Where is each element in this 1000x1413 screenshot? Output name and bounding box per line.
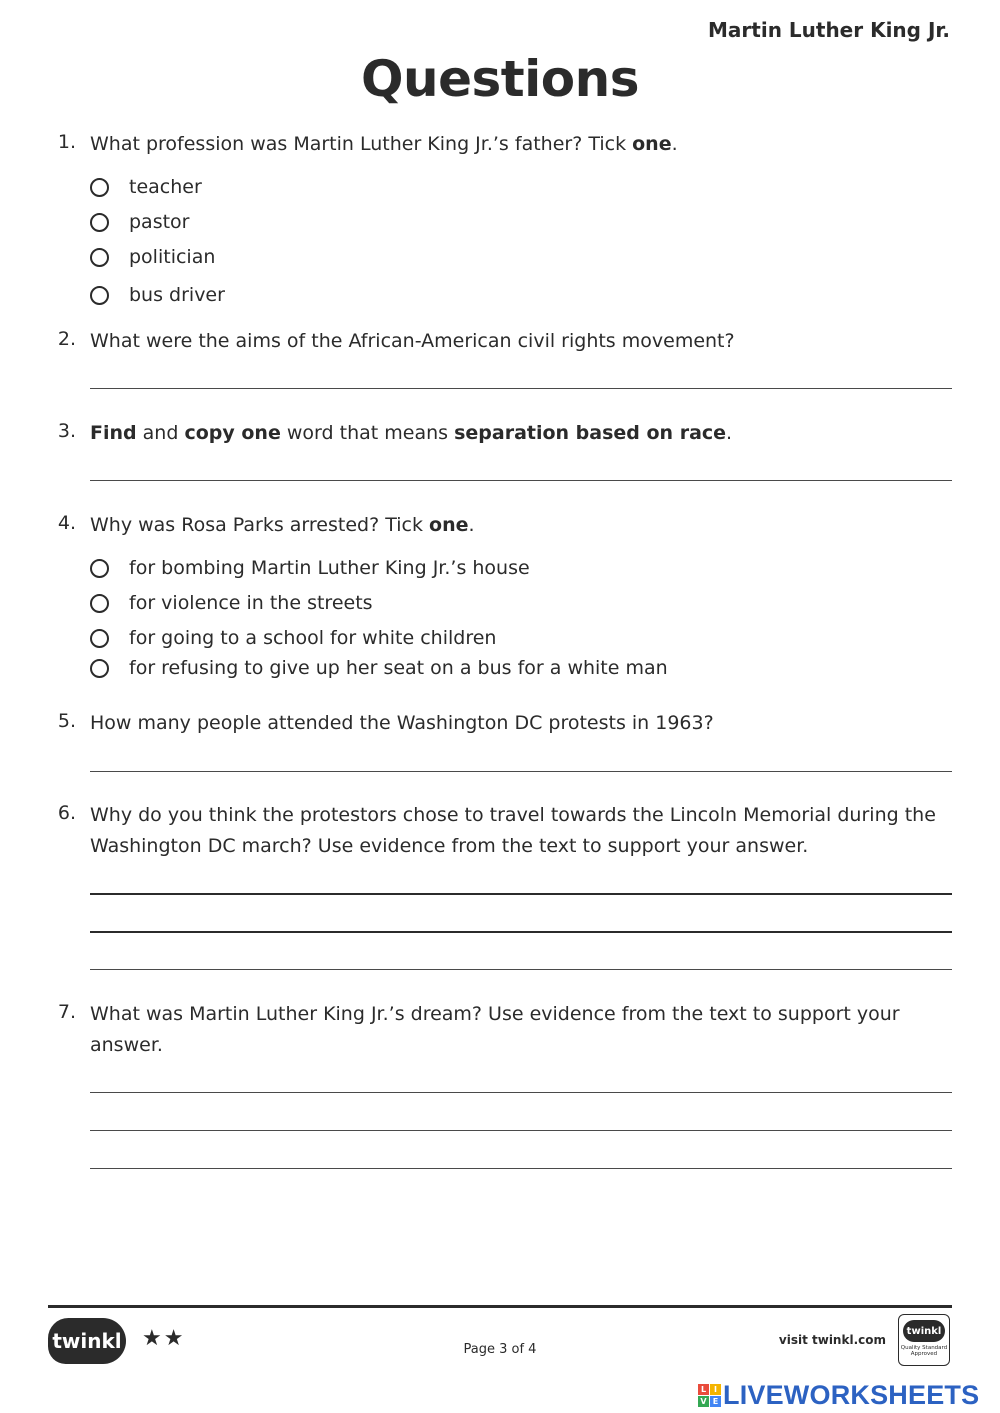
answer-line[interactable] [90,1130,952,1131]
badge-logo: twinkl [903,1320,945,1342]
answer-line[interactable] [90,388,952,389]
liveworksheets-logo-icon: L I V E [698,1384,721,1407]
question-1-option[interactable]: pastor [90,211,190,233]
answer-line[interactable] [90,1092,952,1093]
question-number: 4. [57,512,76,534]
question-2-text: What were the aims of the African-American civil rights movement? [90,330,735,352]
question-4-option[interactable]: for refusing to give up her seat on a bus for a white man [90,657,668,679]
twinkl-logo: twinkl [48,1318,126,1364]
question-1-option[interactable]: bus driver [90,284,225,306]
question-number: 3. [57,420,76,442]
difficulty-stars-icon: ★★ [142,1326,186,1351]
badge-text: Quality Standard Approved [900,1345,948,1357]
answer-line[interactable] [90,931,952,933]
answer-line[interactable] [90,480,952,481]
page-title: Questions [360,50,640,108]
answer-line[interactable] [90,893,952,895]
answer-line[interactable] [90,969,952,970]
radio-button[interactable] [90,178,109,197]
worksheet-subject: Martin Luther King Jr. [708,18,950,42]
question-1-text: What profession was Martin Luther King Jr.’s father? Tick one. [90,133,678,155]
footer-divider [48,1305,952,1308]
question-6-text: Why do you think the protestors chose to travel towards the Lincoln Memorial during the Washington DC march? Use evidence from the text to support your answer. [90,804,936,857]
question-3-text: Find and copy one word that means separation based on race. [90,422,733,444]
liveworksheets-watermark [698,1380,979,1411]
question-number: 1. [57,131,76,153]
radio-button[interactable] [90,629,109,648]
question-7-text: What was Martin Luther King Jr.’s dream? Use evidence from the text to support your answer. [90,1003,900,1056]
radio-button[interactable] [90,594,109,613]
question-number: 2. [57,328,76,350]
question-4-option[interactable]: for violence in the streets [90,592,373,614]
question-number: 7. [57,1001,76,1023]
question-5-text: How many people attended the Washington DC protests in 1963? [90,712,714,734]
answer-line[interactable] [90,1168,952,1169]
visit-link[interactable]: visit twinkl.com [778,1333,886,1347]
radio-button[interactable] [90,659,109,678]
question-1-option[interactable]: politician [90,246,215,268]
liveworksheets-text: LIVEWORKSHEETS [723,1380,980,1410]
question-number: 6. [57,802,76,824]
radio-button[interactable] [90,213,109,232]
question-4-option[interactable]: for going to a school for white children [90,627,496,649]
radio-button[interactable] [90,286,109,305]
page-number: Page 3 of 4 [463,1342,537,1357]
radio-button[interactable] [90,559,109,578]
question-1-option[interactable]: teacher [90,176,202,198]
question-4-option[interactable]: for bombing Martin Luther King Jr.’s house [90,557,530,579]
question-number: 5. [57,710,76,732]
question-4-text: Why was Rosa Parks arrested? Tick one. [90,514,475,536]
radio-button[interactable] [90,248,109,267]
answer-line[interactable] [90,771,952,772]
